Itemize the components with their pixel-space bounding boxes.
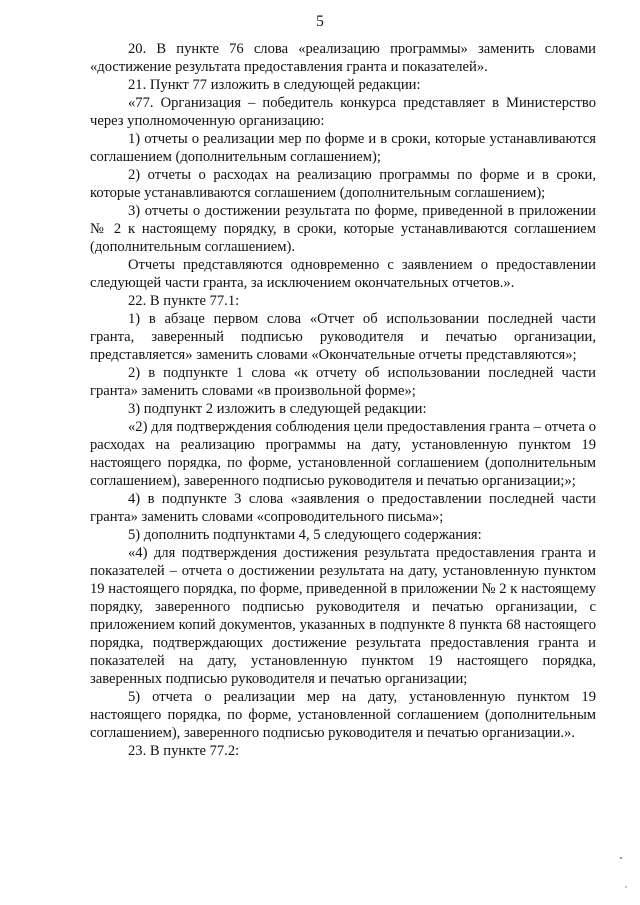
paragraph-77-reports-note: Отчеты представляются одновременно с заявлением о предоставлении следующей части гранта, за исключением окончательных отчетов.». (90, 257, 596, 291)
paragraph-item-22: 22. В пункте 77.1: (128, 293, 240, 309)
paragraph-item-20: 20. В пункте 76 слова «реализацию программы» заменить словами «достижение результата предоставления гранта и показателей». (90, 41, 596, 75)
paragraph-77-1-subitem-2: 2) в подпункте 1 слова «к отчету об использовании последней части гранта» заменить словами «в произвольной форме»; (90, 365, 596, 399)
paragraph-77-1-subitem-5: 5) дополнить подпунктами 4, 5 следующего содержания: (128, 527, 482, 543)
paragraph-item-21: 21. Пункт 77 изложить в следующей редакции: (128, 77, 421, 93)
document-body (90, 40, 596, 760)
paragraph-77-subitem-1: 1) отчеты о реализации мер по форме и в сроки, которые устанавливаются соглашением (дополнительным соглашением); (90, 131, 596, 165)
paragraph-new-subitem-4-text: «4) для подтверждения достижения результата предоставления гранта и показателей – отчета о достижении результата на дату, установленную пунктом 19 настоящего порядка, по форме, приведенной в приложении № 2 к настоящему порядку, заверенного подписью руководителя и печатью организации, с приложением копий документов, указанных в подпункте 8 пункта 68 настоящего порядка, подтверждающих достижение результата предоставления гранта и показателей на дату, установленную пунктом 19 настоящего порядка, заверенных подписью руководителя и печатью организации; (90, 545, 596, 687)
paragraph-77-1-subitem-3: 3) подпункт 2 изложить в следующей редакции: (128, 401, 427, 417)
paragraph-77-1-subitem-1: 1) в абзаце первом слова «Отчет об использовании последней части гранта, заверенный подписью руководителя и печатью организации, представляется» заменить словами «Окончательные отчеты представляются»; (90, 311, 596, 363)
paragraph-77-subitem-2: 2) отчеты о расходах на реализацию программы по форме и в сроки, которые устанавливаются соглашением (дополнительным соглашением); (90, 167, 596, 201)
scan-speck (620, 857, 622, 859)
paragraph-new-subitem-5-text: 5) отчета о реализации мер на дату, установленную пунктом 19 настоящего порядка, по форме, установленной соглашением (дополнительным соглашением), заверенного подписью руководителя и печатью организации.». (90, 689, 596, 741)
paragraph-new-subitem-2-text: «2) для подтверждения соблюдения цели предоставления гранта – отчета о расходах на реализацию программы на дату, установленную пунктом 19 настоящего порядка, по форме, установленной соглашением (дополнительным соглашением), заверенного подписью руководителя и печатью организации;»; (90, 419, 596, 489)
scan-speck (625, 886, 626, 887)
paragraph-77-1-subitem-4: 4) в подпункте 3 слова «заявления о предоставлении последней части гранта» заменить словами «сопроводительного письма»; (90, 491, 596, 525)
paragraph-item-23: 23. В пункте 77.2: (128, 743, 240, 759)
page-number: 5 (316, 13, 324, 30)
paragraph-new-77-intro: «77. Организация – победитель конкурса представляет в Министерство через уполномоченную организацию: (90, 95, 596, 129)
paragraph-77-subitem-3: 3) отчеты о достижении результата по форме, приведенной в приложении № 2 к настоящему порядку, в сроки, которые устанавливаются соглашением (дополнительным соглашением). (90, 203, 596, 255)
